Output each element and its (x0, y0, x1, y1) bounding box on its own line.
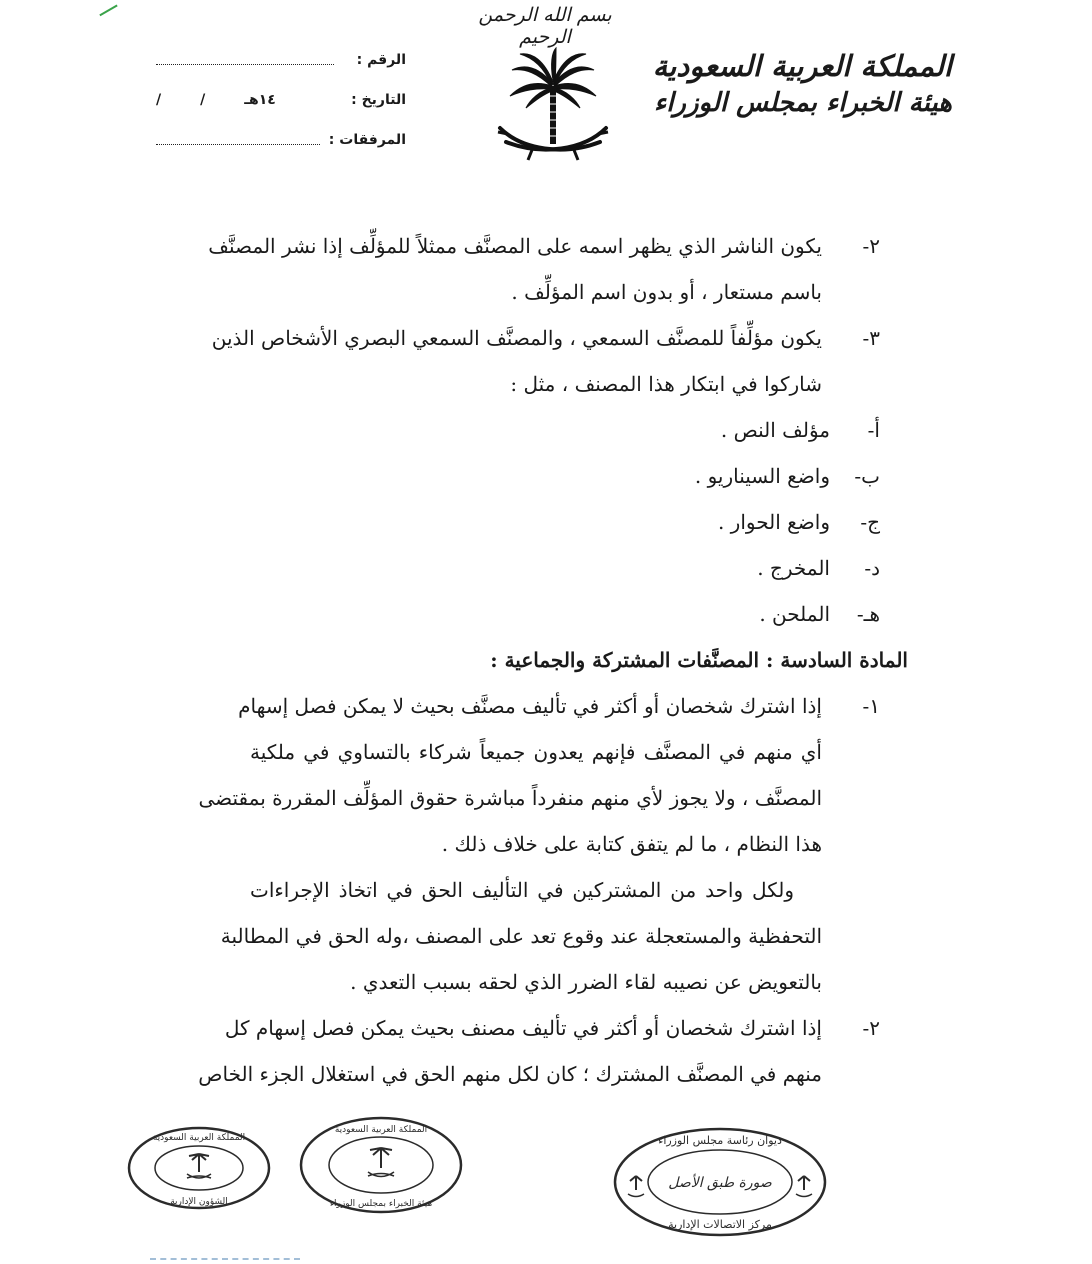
attachments-label: المرفقات : (328, 132, 406, 148)
item-text: إذا اشترك شخصان أو أكثر في تأليف مصنَّف بحيث لا يمكن فصل إسهام (238, 694, 822, 718)
date-row (156, 88, 406, 128)
stamp-middle-seal-icon (296, 1112, 466, 1218)
sub-item-letter: أ- (867, 418, 880, 442)
sub-item-text: واضع الحوار . (717, 510, 830, 534)
sub-item-text: المخرج . (757, 556, 830, 580)
sub-item-letter: هـ- (856, 602, 880, 626)
stamp-right-bottom-text: مركز الاتصالات الإدارية (668, 1218, 772, 1231)
ref-number-row (156, 48, 406, 88)
stamp-middle-bottom-text: هيئة الخبراء بمجلس الوزراء (329, 1199, 433, 1209)
basmala: بسم الله الرحمن الرحيم (478, 4, 612, 48)
item-number: ٢- (862, 234, 880, 258)
a6-item-2-line-1 (224, 1004, 880, 1050)
stamp-left-bottom-text: الشؤون الإدارية (170, 1197, 228, 1207)
a6-item-1-line-1 (238, 682, 880, 728)
item-number: ١- (862, 694, 880, 718)
sub-item-text: واضع السيناريو . (694, 464, 830, 488)
item-2-line-2: باسم مستعار ، أو بدون اسم المؤلِّف . (511, 280, 822, 304)
sub-item-letter: د- (864, 556, 880, 580)
date-label: التاريخ : (351, 92, 406, 108)
a6-item-1-line-4: هذا النظام ، ما لم يتفق كتابة على خلاف ذلك . (441, 832, 822, 856)
item-text: يكون مؤلِّفاً للمصنَّف السمعي ، والمصنَّف السمعي البصري الأشخاص الذين (211, 326, 822, 350)
stamp-right-center-text: صورة طبق الأصل (668, 1175, 772, 1191)
sub-item (250, 590, 880, 636)
a6-item-1-para2-line-3: بالتعويض عن نصيبه لقاء الضرر الذي لحقه بسبب التعدي . (350, 970, 822, 994)
ref-number-line (156, 64, 334, 65)
a6-item-1-para2-line-1: ولكل واحد من المشتركين في التأليف الحق في اتخاذ الإجراءات (250, 878, 794, 902)
a6-item-1-line-3: المصنَّف ، ولا يجوز لأي منهم منفرداً مباشرة حقوق المؤلِّف المقررة بمقتضى (198, 786, 822, 810)
sub-item-text: الملحن . (759, 602, 830, 626)
sub-item-letter: ج- (860, 510, 880, 534)
item-number: ٢- (862, 1016, 880, 1040)
item-text: يكون الناشر الذي يظهر اسمه على المصنَّف ممثلاً للمؤلِّف إذا نشر المصنَّف (208, 234, 822, 258)
sub-item (250, 498, 880, 544)
sub-item (250, 452, 880, 498)
document-body (198, 222, 908, 1096)
corner-mark (94, 0, 117, 16)
item-text: إذا اشترك شخصان أو أكثر في تأليف مصنف بحيث يمكن فصل إسهام كل (224, 1016, 822, 1040)
date-value: / / ١٤هـ (156, 92, 276, 108)
item-3-line-2: شاركوا في ابتكار هذا المصنف ، مثل : (510, 372, 822, 396)
ref-number-label: الرقم : (356, 52, 406, 68)
letterhead-title (652, 48, 952, 122)
attachments-line (156, 144, 320, 145)
stamp-left-top-text: المملكة العربية السعودية (152, 1133, 246, 1143)
footer-mark (150, 1254, 300, 1260)
a6-item-1-line-2: أي منهم في المصنَّف فإنهم يعدون جميعاً شركاء بالتساوي في ملكية (250, 740, 822, 764)
authority-name: هيئة الخبراء بمجلس الوزراء (653, 88, 952, 118)
stamp-left-seal-icon (124, 1122, 274, 1214)
sub-item-letter: ب- (854, 464, 880, 488)
palm-and-swords-emblem-icon (494, 46, 612, 176)
sub-item-text: مؤلف النص . (720, 418, 830, 442)
stamp-right-seal-icon (610, 1124, 830, 1240)
item-3-line-1 (211, 314, 880, 360)
a6-item-1-para2-line-2: التحفظية والمستعجلة عند وقوع تعد على المصنف ،وله الحق في المطالبة (220, 924, 822, 948)
stamp-right-top-text: ديوان رئاسة مجلس الوزراء (658, 1134, 782, 1147)
stamp-middle-top-text: المملكة العربية السعودية (334, 1125, 428, 1135)
sub-item (250, 406, 880, 452)
reference-block (156, 48, 406, 168)
sub-item (250, 544, 880, 590)
attachments-row (156, 128, 406, 168)
item-2-line-1 (208, 222, 880, 268)
a6-item-2-line-2: منهم في المصنَّف المشترك ؛ كان لكل منهم الحق في استغلال الجزء الخاص (198, 1062, 822, 1086)
item-number: ٣- (862, 326, 880, 350)
article-6-title: المادة السادسة : المصنَّفات المشتركة والجماعية : (490, 648, 908, 672)
kingdom-name: المملكة العربية السعودية (652, 49, 952, 83)
